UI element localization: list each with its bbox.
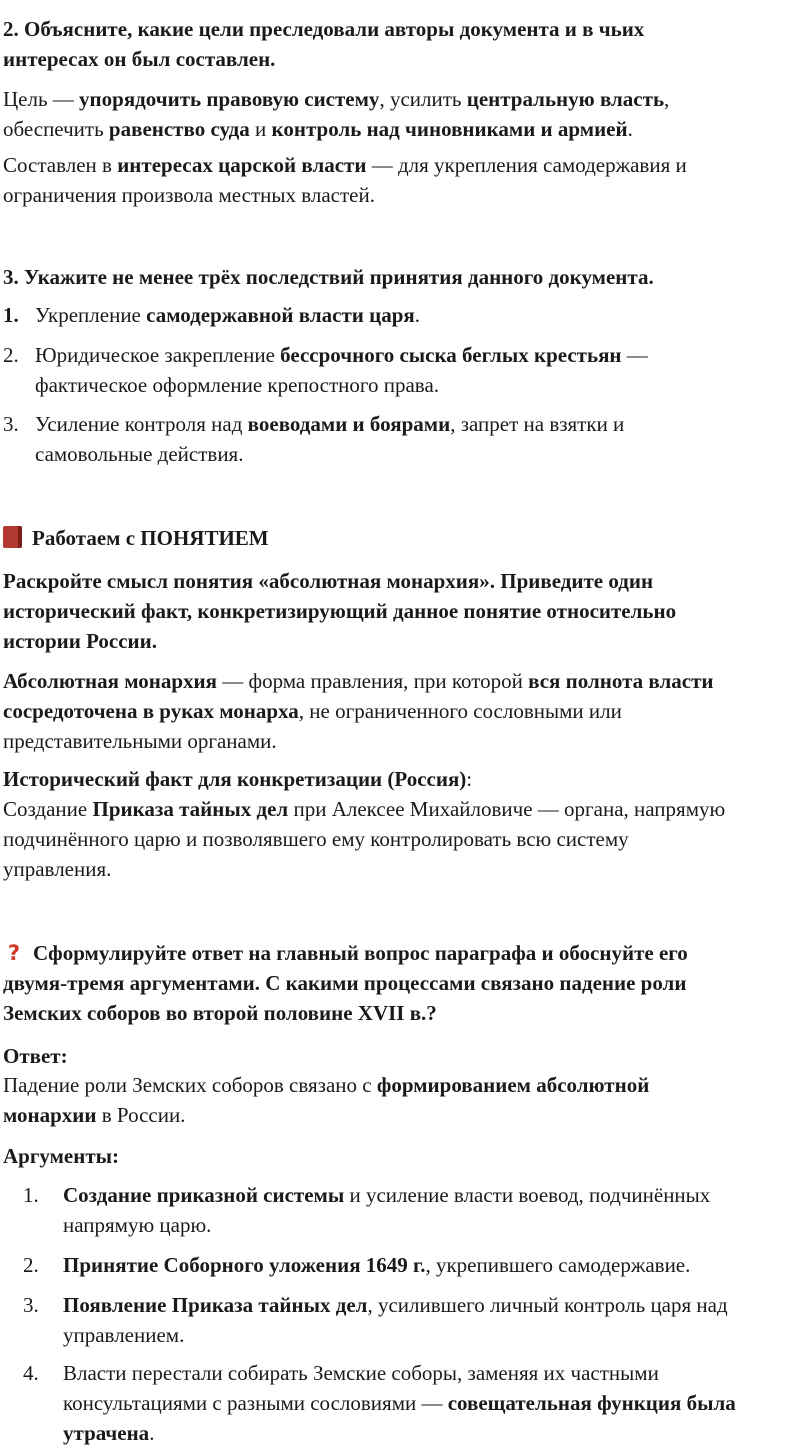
bold-text: центральную власть	[466, 87, 665, 111]
text: , укрепившего самодержавие.	[425, 1253, 691, 1277]
args-label-text: Аргументы:	[3, 1144, 120, 1168]
item-number: 3.	[23, 1293, 39, 1317]
text: самовольные действия.	[35, 442, 244, 466]
q3-list-item	[3, 300, 790, 330]
bold-text: утрачена	[63, 1421, 150, 1445]
text: :	[466, 767, 473, 791]
text: ограничения произвола местных властей.	[3, 183, 375, 207]
q2-goal-paragraph	[3, 84, 790, 144]
argument-item	[3, 1290, 790, 1350]
item-number: 3.	[3, 412, 19, 436]
text: обеспечить	[3, 117, 109, 141]
q3-list-item	[3, 409, 790, 469]
text: управлением.	[63, 1323, 185, 1347]
argument-item	[3, 1358, 790, 1448]
text: ,	[664, 87, 670, 111]
bold-text: Создание приказной системы	[63, 1183, 345, 1207]
text: .	[149, 1421, 155, 1445]
q2-heading	[3, 14, 790, 74]
text: при Алексее Михайловиче — органа, напрямую	[288, 797, 726, 821]
text: и усиление власти воевод, подчинённых	[344, 1183, 711, 1207]
text: в России.	[96, 1103, 186, 1127]
bold-text: монархии	[3, 1103, 97, 1127]
text: — для укрепления самодержавия и	[366, 153, 687, 177]
text: Усиление контроля над	[35, 412, 248, 436]
bold-text: контроль над чиновниками и армией	[271, 117, 628, 141]
text: , усилившего личный контроль царя над	[367, 1293, 728, 1317]
concept-fact	[3, 764, 790, 884]
text: Составлен в	[3, 153, 118, 177]
text: Власти перестали собирать Земские соборы, заменяя их частными	[63, 1361, 659, 1385]
text: —	[621, 343, 648, 367]
q2-heading-line1: 2. Объясните, какие цели преследовали авторы документа и в чьих	[3, 17, 645, 41]
concept-title-text: Работаем с ПОНЯТИЕМ	[32, 526, 269, 550]
item-number: 1.	[3, 303, 19, 327]
question-mark-icon: ?	[7, 941, 21, 965]
text: , не ограниченного сословными или	[298, 699, 622, 723]
text: Цель —	[3, 87, 80, 111]
fact-label: Исторический факт для конкретизации (Россия)	[3, 767, 467, 791]
text: Сформулируйте ответ на главный вопрос параграфа и обоснуйте его	[33, 941, 688, 965]
item-number: 4.	[23, 1361, 39, 1385]
text: двумя-тремя аргументами. С какими процессами связано падение роли	[3, 971, 687, 995]
text: .	[414, 303, 421, 327]
text: Падение роли Земских соборов связано с	[3, 1073, 377, 1097]
bold-text: самодержавной власти царя	[146, 303, 415, 327]
concept-definition	[3, 666, 790, 756]
bold-text: формированием абсолютной	[376, 1073, 650, 1097]
text: .	[627, 117, 633, 141]
text: фактическое оформление крепостного права.	[35, 373, 440, 397]
bold-text: бессрочного сыска беглых крестьян	[280, 343, 622, 367]
bold-text: Приказа тайных дел	[92, 797, 289, 821]
argument-item	[3, 1250, 790, 1280]
q3-heading	[3, 262, 790, 292]
bold-text: равенство суда	[108, 117, 250, 141]
argument-item	[3, 1180, 790, 1240]
bold-text: Появление Приказа тайных дел	[63, 1293, 368, 1317]
q3-heading-text: 3. Укажите не менее трёх последствий принятия данного документа.	[3, 265, 654, 289]
text: — форма правления, при которой	[217, 669, 529, 693]
bold-text: сосредоточена в руках монарха	[3, 699, 299, 723]
text: управления.	[3, 857, 112, 881]
text: , усилить	[379, 87, 467, 111]
text: исторический факт, конкретизирующий данное понятие относительно	[3, 599, 677, 623]
answer-label	[3, 1041, 790, 1071]
item-number: 2.	[3, 343, 19, 367]
q3-list-item	[3, 340, 790, 400]
text: Раскройте смысл понятия «абсолютная монархия». Приведите один	[3, 569, 654, 593]
bold-text: Абсолютная монархия	[3, 669, 217, 693]
q2-interest-paragraph	[3, 150, 790, 210]
answer-text	[3, 1070, 790, 1130]
text: представительными органами.	[3, 729, 277, 753]
answer-label-text: Ответ:	[3, 1044, 68, 1068]
text: подчинённого царю и позволявшего ему контролировать всю систему	[3, 827, 629, 851]
text: напрямую царю.	[63, 1213, 212, 1237]
bold-text: совещательная функция была	[447, 1391, 736, 1415]
q2-heading-line2: интересах он был составлен.	[3, 47, 276, 71]
concept-question	[3, 566, 790, 656]
text: , запрет на взятки и	[450, 412, 625, 436]
text: и	[249, 117, 272, 141]
book-icon	[3, 526, 22, 548]
item-number: 2.	[23, 1253, 39, 1277]
bold-text: Принятие Соборного уложения 1649 г.	[63, 1253, 426, 1277]
text: консультациями с разными сословиями —	[63, 1391, 448, 1415]
bold-text: воеводами и боярами	[247, 412, 451, 436]
text: Юридическое закрепление	[35, 343, 281, 367]
args-label	[3, 1141, 790, 1171]
bold-text: упорядочить правовую систему	[79, 87, 380, 111]
text: Укрепление	[35, 303, 147, 327]
concept-title	[3, 523, 790, 553]
main-question	[3, 938, 790, 1028]
bold-text: интересах царской власти	[117, 153, 367, 177]
text: Земских соборов во второй половине XVII в.?	[3, 1001, 437, 1025]
bold-text: вся полнота власти	[528, 669, 714, 693]
text: истории России.	[3, 629, 157, 653]
text: Создание	[3, 797, 93, 821]
item-number: 1.	[23, 1183, 39, 1207]
